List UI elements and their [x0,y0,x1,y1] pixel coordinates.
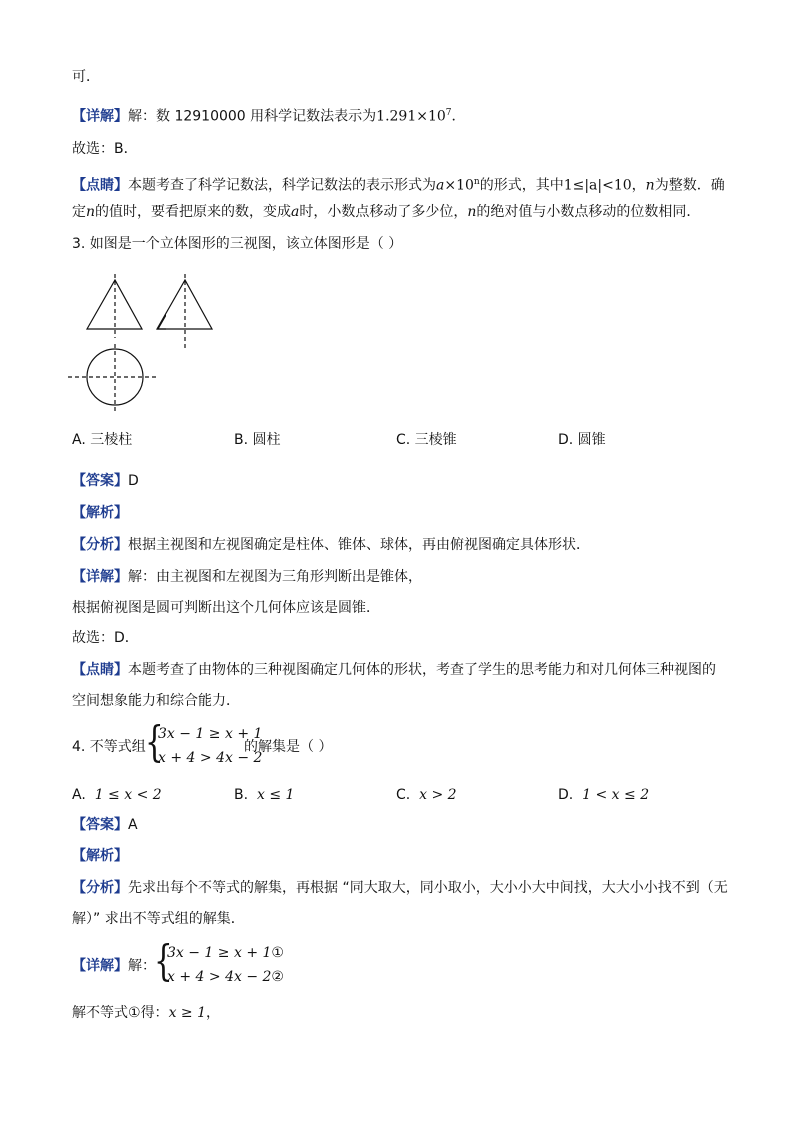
option-math: 1 < x ≤ 2 [582,787,650,803]
solve-text: 解不等式 [72,1005,128,1021]
analysis-head-tag: 【分析】 [72,880,128,896]
sci-value: 1.291×10 [376,108,446,125]
detail-text: 解：由主视图和左视图为三角形判断出是锥体， [128,569,422,585]
math-times-ten: ×10 [444,177,474,194]
q2-comment-line-2 [72,202,700,222]
comment-text: 的值时，要看把原来的数，变成 [95,204,292,220]
detail-end: ． [451,108,466,125]
q4-ineq-1: 3x − 1 ≥ x + 1 [158,726,263,742]
option-math: 1 ≤ x < 2 [94,787,162,803]
analysis-tag: 【解析】 [72,505,128,521]
detail-tag: 【详解】 [72,958,128,974]
q2-choice: 故选：B． [72,141,138,157]
detail-tag: 【详解】 [72,569,128,585]
detail-tag: 【详解】 [72,108,128,125]
detail-system-brace: { [154,936,173,985]
q4-analysis-2: 解）” 求出不等式组的解集． [72,911,245,927]
q4-option-a[interactable] [72,785,162,805]
comment-tag: 【点睛】 [72,662,128,678]
system-brace: { [145,717,164,766]
solve-text: 得： [140,1005,169,1021]
math-n: n [86,204,96,220]
answer-value: A [128,817,138,833]
math-a: a [291,204,300,220]
math-exponent-n: n [473,177,480,187]
option-letter: B. [234,787,249,803]
comment-text: 的形式，其中 [479,177,564,194]
q3-stem: 3. 如图是一个立体图形的三视图，该立体图形是（ ） [72,236,403,252]
q4-stem-a: 4. 不等式组 [72,739,146,755]
q3-comment-1 [72,660,716,680]
comment-text: 为整数．确 [654,177,725,194]
detail-text: 解：数 12910000 用科学记数法表示为 [128,108,377,125]
comment-text: 定 [72,204,86,220]
option-math: x > 2 [419,787,457,803]
q4-stem-b: 的解集是（ ） [244,739,333,755]
ineq-text: 3x − 1 ≥ x + 1 [167,945,272,961]
three-view-figure [66,270,166,420]
analysis-tag: 【解析】 [72,848,128,864]
q3-option-a[interactable]: A. 三棱柱 [72,432,133,448]
detail-text: 解： [128,958,156,974]
comment-text: 本题考查了由物体的三种视图确定几何体的形状，考查了学生的思考能力和对几何体三种视图的 [128,662,716,678]
circled-one: ① [128,1005,141,1021]
option-letter: A. [72,787,86,803]
q2-detail-line [72,103,466,127]
ineq-text: x + 4 > 4x − 2 [167,969,272,985]
comment-text: 的绝对值与小数点移动的位数相同． [476,204,701,220]
solve-text: ， [206,1005,220,1021]
comment-text: 时，小数点移动了多少位， [299,204,468,220]
q4-option-d[interactable] [558,785,649,805]
circled-two: ② [271,969,284,985]
analysis-head-tag: 【分析】 [72,537,128,553]
continuation-text: 可． [72,69,100,85]
q4-option-c[interactable] [396,785,457,805]
q3-detail-1 [72,567,422,587]
answer-value: D [128,473,139,489]
math-n: n [467,204,477,220]
q3-option-d[interactable]: D. 圆锥 [558,432,606,448]
analysis-text: 根据主视图和左视图确定是柱体、锥体、球体，再由俯视图确定具体形状． [128,537,590,553]
q4-option-b[interactable] [234,785,294,805]
q4-detail-ineq-1 [167,942,284,964]
q4-detail-lead [72,956,156,976]
q3-analysis-tag [72,503,128,523]
comment-text: 本题考查了科学记数法，科学记数法的表示形式为 [128,177,436,194]
q3-choice: 故选：D． [72,630,139,646]
q4-analysis-1 [72,878,728,898]
option-letter: D. [558,787,574,803]
math-range: 1≤|a|<10 [563,177,632,194]
q3-option-c[interactable]: C. 三棱锥 [396,432,457,448]
q4-ineq-2: x + 4 > 4x − 2 [158,750,263,766]
answer-tag: 【答案】 [72,817,128,833]
q4-answer [72,815,138,835]
option-letter: C. [396,787,411,803]
analysis-text: 先求出每个不等式的解集，再根据 “同大取大，同小取小，大小小大中间找，大大小小找不到（无 [128,880,728,896]
comment-text: ， [631,177,646,194]
q3-detail-2: 根据俯视图是圆可判断出这个几何体应该是圆锥． [72,600,380,616]
q3-answer [72,471,139,491]
q4-analysis-tag [72,846,128,866]
q3-option-b[interactable]: B. 圆柱 [234,432,281,448]
option-math: x ≤ 1 [256,787,295,803]
q4-solve-line [72,1003,220,1023]
side-view-figure [152,270,222,352]
solve-math: x ≥ 1 [168,1005,206,1021]
q3-comment-2: 空间想象能力和综合能力． [72,693,240,709]
answer-tag: 【答案】 [72,473,128,489]
q2-comment-line-1 [72,172,725,196]
circled-one: ① [271,945,284,961]
q4-detail-ineq-2 [167,966,284,988]
math-a: a [436,177,445,194]
comment-tag: 【点睛】 [72,177,128,194]
q3-analysis [72,535,590,555]
sci-exponent: 7 [445,108,452,118]
math-n: n [645,177,655,194]
